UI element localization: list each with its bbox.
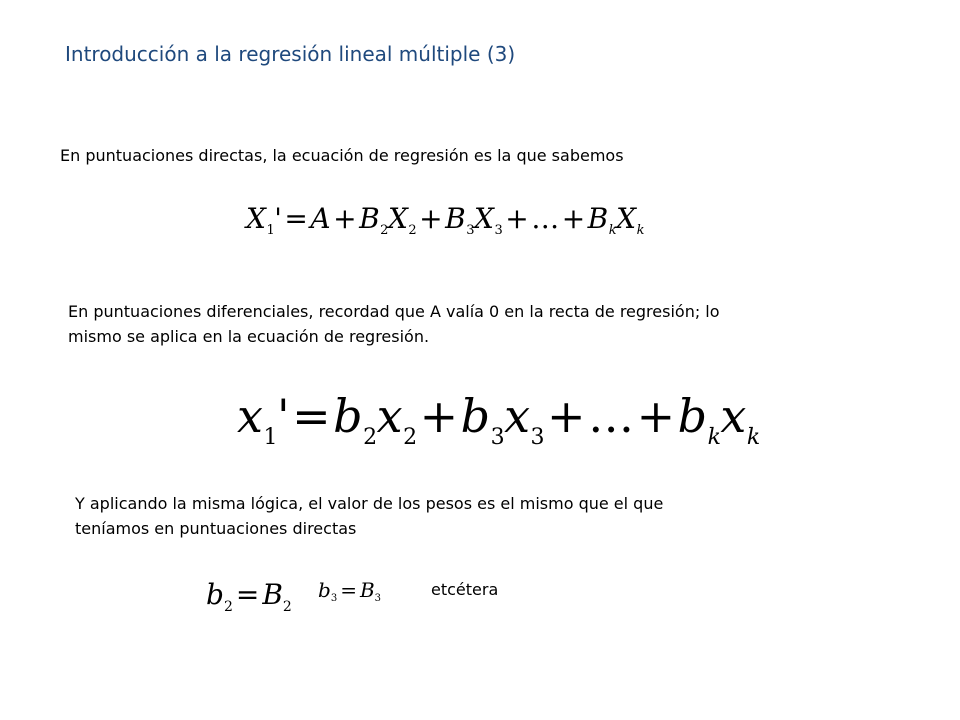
equation-weight-b2: $b_2 = B_2$ [206,578,292,615]
paragraph-line: En puntuaciones diferenciales, recordad que A valía 0 en la recta de regresión; lo [68,302,720,321]
paragraph-direct-scores: En puntuaciones directas, la ecuación de regresión es la que sabemos [60,146,624,165]
equation-differential-scores: $x_1'=b_2x_2+b_3x_3+\dots+b_kx_k$ [237,389,760,450]
slide-title: Introducción a la regresión lineal múltiple (3) [65,42,516,66]
paragraph-line: teníamos en puntuaciones directas [75,519,357,538]
etcetera-label: etcétera [431,580,499,599]
paragraph-weights [75,491,663,541]
paragraph-differential-scores [68,299,720,349]
equation-weight-b3: $b_3 = B_3$ [318,578,382,604]
paragraph-line: mismo se aplica en la ecuación de regresión. [68,327,430,346]
equation-direct-scores: $X_1' = A + B_2X_2 + B_3X_3$ + … + $B_kX_k$ [246,202,644,238]
paragraph-line: Y aplicando la misma lógica, el valor de los pesos es el mismo que el que [75,494,664,513]
